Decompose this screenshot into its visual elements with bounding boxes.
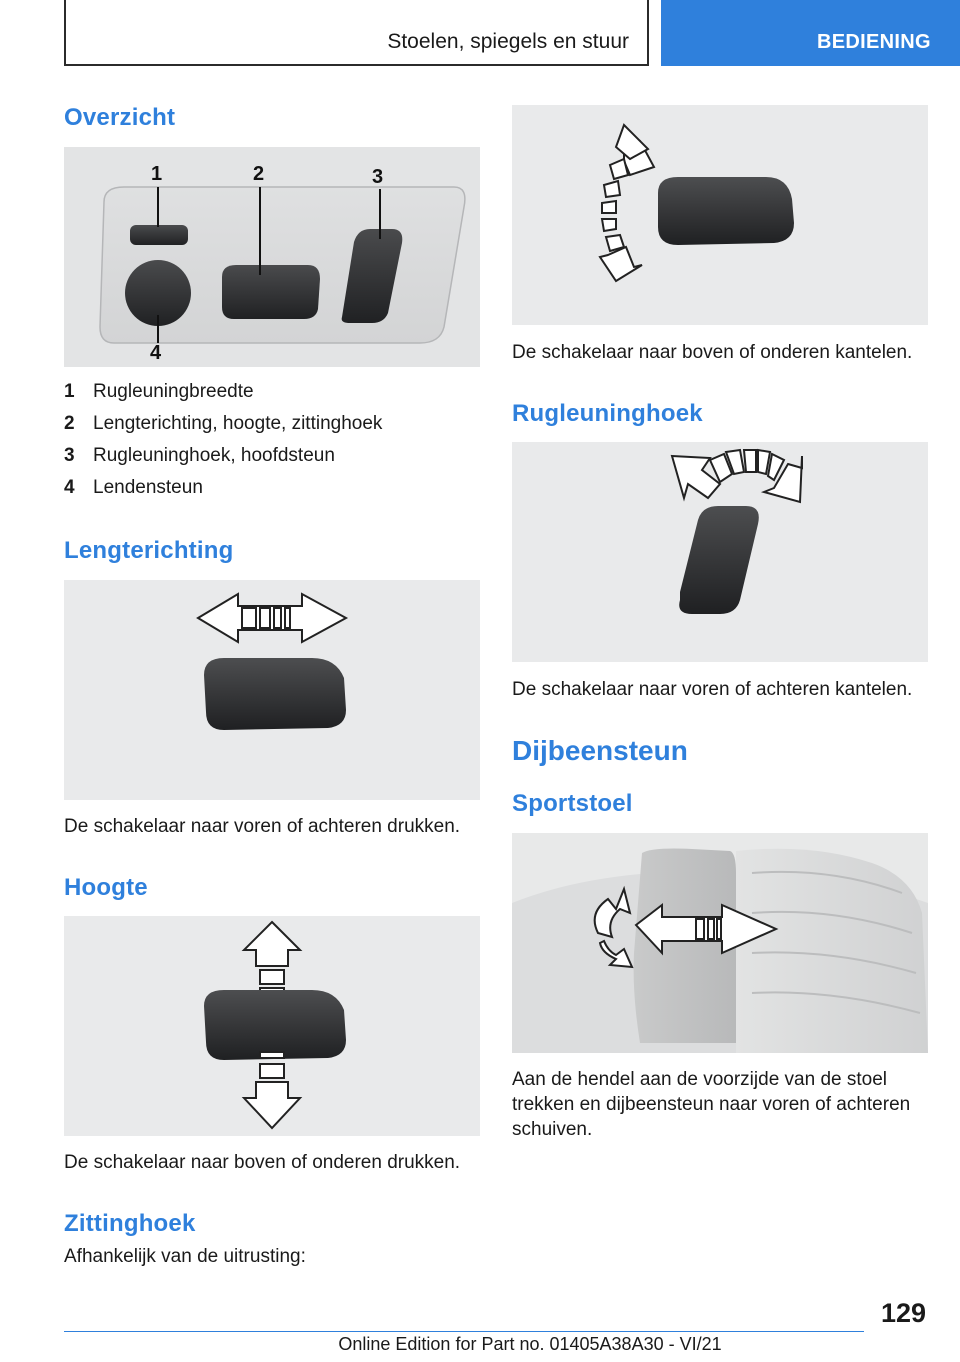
height-instruction: De schakelaar naar boven of onderen drukken.: [64, 1152, 461, 1173]
list-item-label: Rugleuninghoek, hoofdsteun: [93, 445, 335, 466]
running-header-box: [64, 0, 649, 66]
seat-controls-overview-image: [64, 147, 480, 367]
callout-1: 1: [151, 163, 163, 185]
tilt-equipment-note: Afhankelijk van de uitrusting:: [64, 1246, 306, 1267]
backrest-angle-illustration: [512, 442, 928, 662]
list-item: [64, 442, 480, 474]
seat-tilt-illustration: [512, 105, 928, 325]
thigh-support-line-2: trekken en dijbeensteun naar voren of achteren: [512, 1094, 911, 1115]
thigh-support-line-3: schuiven.: [512, 1119, 593, 1140]
list-item-label: Rugleuningbreedte: [93, 381, 254, 402]
thigh-support-image: [512, 833, 928, 1053]
thigh-support-illustration: [512, 833, 928, 1053]
thigh-support-instruction: [512, 1067, 928, 1142]
running-header-section: Stoelen, spiegels en stuur: [387, 30, 629, 53]
backrest-instruction: De schakelaar naar voren of achteren kantelen.: [512, 679, 913, 700]
height-adjust-image: [64, 916, 480, 1136]
list-item-label: Lengterichting, hoogte, zittinghoek: [93, 413, 383, 434]
length-adjust-illustration: [64, 580, 480, 800]
callout-2: 2: [253, 163, 265, 185]
backrest-angle-image: [512, 442, 928, 662]
seat-controls-illustration: [64, 147, 480, 367]
thigh-support-line-1: Aan de hendel aan de voorzijde van de stoel: [512, 1069, 887, 1090]
footer-edition: Online Edition for Part no. 01405A38A30 - VI/21: [338, 1334, 722, 1354]
callout-4: 4: [150, 342, 162, 364]
list-item: [64, 378, 480, 410]
seat-tilt-image: [512, 105, 928, 325]
overview-legend-list: [64, 378, 480, 506]
heading-overview: Overzicht: [64, 104, 176, 131]
heading-sportstoel: Sportstoel: [512, 790, 633, 817]
length-adjust-image: [64, 580, 480, 800]
heading-lengterichting: Lengterichting: [64, 537, 234, 564]
length-instruction: De schakelaar naar voren of achteren drukken.: [64, 816, 461, 837]
list-item-number: 2: [64, 413, 75, 434]
height-adjust-illustration: [64, 916, 480, 1136]
heading-dijbeensteun: Dijbeensteun: [512, 735, 688, 766]
heading-hoogte: Hoogte: [64, 874, 148, 901]
list-item-number: 3: [64, 445, 75, 466]
tilt-instruction: De schakelaar naar boven of onderen kantelen.: [512, 342, 913, 363]
heading-zittinghoek: Zittinghoek: [64, 1210, 196, 1237]
list-item-label: Lendensteun: [93, 477, 203, 498]
heading-rugleuninghoek: Rugleuninghoek: [512, 400, 703, 427]
list-item-number: 4: [64, 477, 75, 498]
chapter-tab-label: BEDIENING: [817, 31, 931, 53]
list-item: [64, 410, 480, 442]
chapter-tab: [661, 0, 960, 66]
list-item-number: 1: [64, 381, 75, 402]
callout-3: 3: [372, 166, 384, 188]
list-item: [64, 474, 480, 506]
page-number: 129: [880, 1298, 926, 1328]
footer-rule: [64, 1331, 864, 1332]
